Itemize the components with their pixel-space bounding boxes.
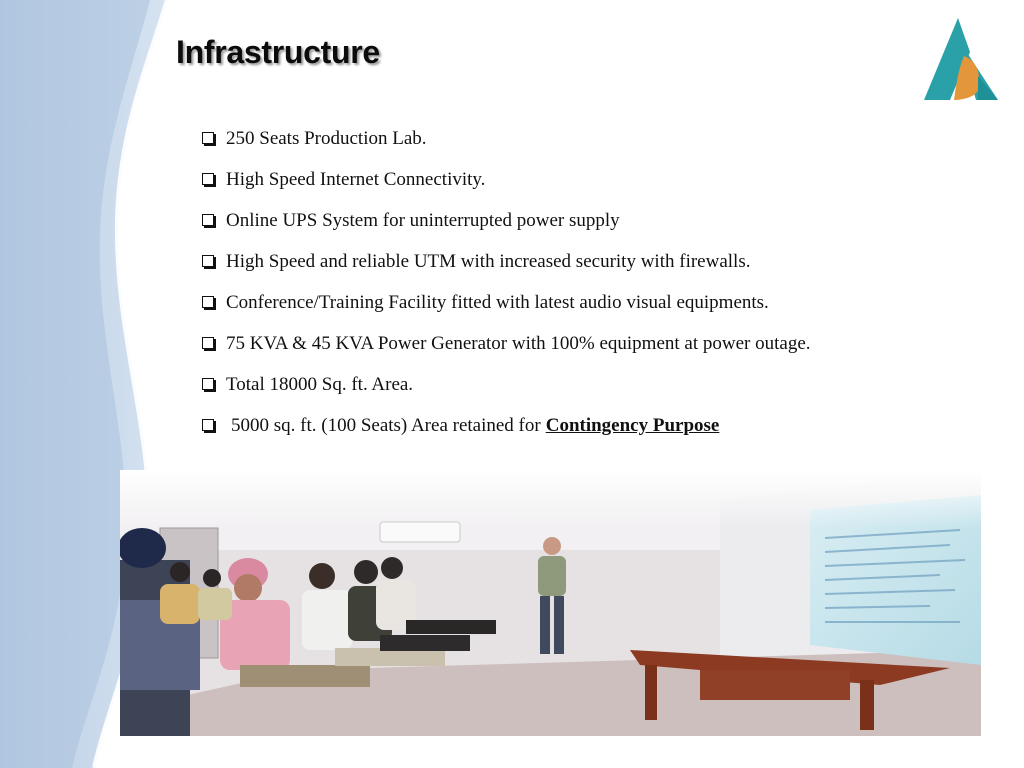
bullet-item [202,241,992,282]
bullet-text: 75 KVA & 45 KVA Power Generator with 100% equipment at power outage. [226,332,811,354]
conference-room-photo [120,470,981,736]
bullet-text: High Speed and reliable UTM with increased security with firewalls. [226,250,751,272]
bullet-text: High Speed Internet Connectivity. [226,168,486,190]
bullet-item [202,200,992,241]
slide-title: Infrastructure [176,34,380,70]
checkbox-bullet-icon [202,419,214,431]
checkbox-bullet-icon [202,173,214,185]
contingency-purpose-emphasis: Contingency Purpose [545,414,720,436]
checkbox-bullet-icon [202,214,214,226]
checkbox-bullet-icon [202,378,214,390]
bullet-text: 5000 sq. ft. (100 Seats) Area retained for [231,414,541,436]
checkbox-bullet-icon [202,132,214,144]
bullet-list [202,118,992,446]
company-logo [920,16,1000,102]
bullet-item [202,282,992,323]
bullet-item [202,405,992,446]
bullet-item [202,118,992,159]
bullet-item [202,364,992,405]
checkbox-bullet-icon [202,255,214,267]
bullet-text: 250 Seats Production Lab. [226,127,427,149]
bullet-item [202,159,992,200]
checkbox-bullet-icon [202,296,214,308]
bullet-text: Online UPS System for uninterrupted power supply [226,209,620,231]
bullet-text: Total 18000 Sq. ft. Area. [226,373,414,395]
bullet-item [202,323,992,364]
bullet-text: Conference/Training Facility fitted with latest audio visual equipments. [226,291,769,313]
checkbox-bullet-icon [202,337,214,349]
